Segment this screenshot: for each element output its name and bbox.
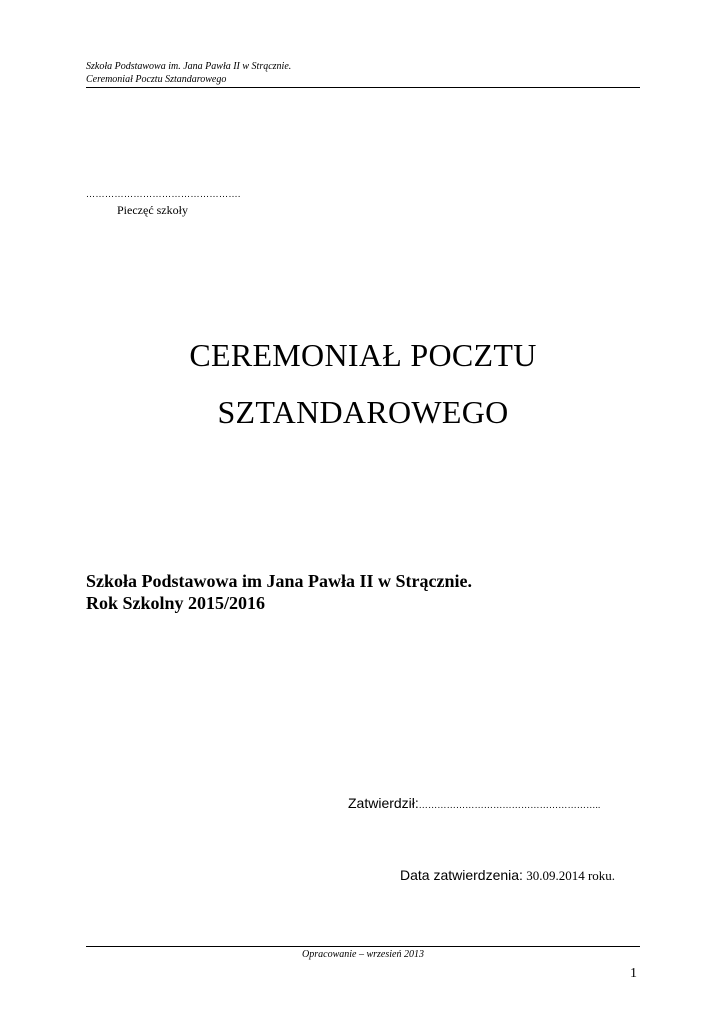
page-footer: Opracowanie – wrzesień 2013 [302, 949, 424, 960]
page-number: 1 [630, 966, 637, 981]
school-name: Szkoła Podstawowa im Jana Pawła II w Strącznie. [86, 571, 472, 591]
header-document-title: Ceremoniał Pocztu Sztandarowego [86, 74, 227, 85]
approval-date-label: Data zatwierdzenia: [400, 867, 523, 883]
document-title-line2: SZTANDAROWEGO [217, 394, 509, 430]
school-info [86, 570, 472, 614]
approval-date-value: 30.09.2014 roku. [522, 868, 616, 883]
document-title-line1: CEREMONIAŁ POCZTU [189, 337, 537, 373]
approved-by-label: Zatwierdził: [348, 795, 419, 811]
approved-by-dots: ………………………………………………….. [418, 800, 601, 810]
footer-divider [86, 946, 640, 947]
header-school-name: Szkoła Podstawowa im. Jana Pawła II w Strącznie. [86, 61, 292, 72]
page-header [86, 60, 640, 88]
approved-by [348, 794, 601, 814]
approval-date [400, 866, 615, 885]
school-year: Rok Szkolny 2015/2016 [86, 593, 266, 613]
stamp-dotted-line: …………………………………………. [86, 189, 241, 199]
stamp-label: Pieczęć szkoły [117, 203, 188, 217]
